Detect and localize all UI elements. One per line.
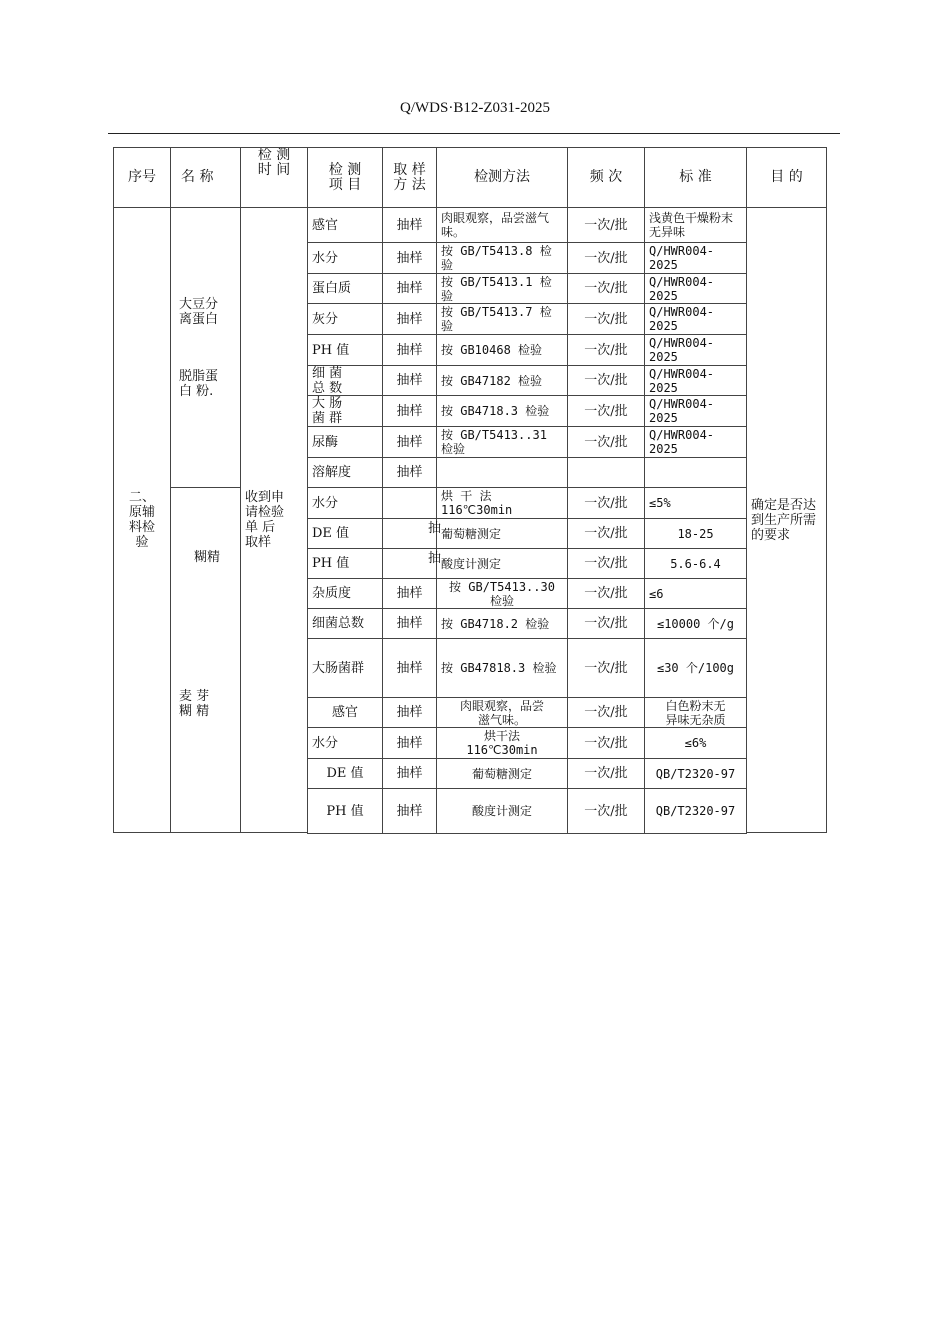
row-standard: 5.6-6.4 (644, 548, 747, 579)
row-method: 按 GB4718.2 检验 (436, 608, 568, 639)
row-method: 按 GB/T5413.8 检验 (436, 242, 568, 274)
header-seq: 序号 (113, 147, 171, 208)
row-standard: QB/T2320-97 (644, 758, 747, 789)
row-sample: 抽样 (382, 365, 437, 396)
row-method: 按 GB47182 检验 (436, 365, 568, 396)
row-sample: 抽样 (382, 788, 437, 834)
row-item: 蛋白质 (307, 273, 383, 304)
row-sample: 抽样 (382, 697, 437, 728)
row-frequency: 一次/批 (567, 788, 645, 834)
row-sample (382, 487, 437, 519)
row-frequency: 一次/批 (567, 578, 645, 609)
row-frequency: 一次/批 (567, 487, 645, 519)
header-freq: 频 次 (567, 147, 645, 208)
section-label: 二、 原辅 料检 验 (113, 207, 171, 833)
row-sample: 抽样 (382, 578, 437, 609)
row-standard: Q/HWR004- 2025 (644, 242, 747, 274)
row-method: 按 GB/T5413..31 检验 (436, 426, 568, 458)
row-standard: Q/HWR004- 2025 (644, 303, 747, 335)
row-standard: Q/HWR004- 2025 (644, 365, 747, 396)
row-frequency: 一次/批 (567, 697, 645, 728)
row-frequency: 一次/批 (567, 426, 645, 458)
row-method: 按 GB/T5413..30 检验 (436, 578, 568, 609)
row-item: PH 值 (307, 334, 383, 366)
row-standard: ≤6 (644, 578, 747, 609)
row-item: 溶解度 (307, 457, 383, 488)
stray-mark: 抽 (428, 551, 442, 566)
row-item: 水分 (307, 727, 383, 759)
row-item: 感官 (307, 697, 383, 728)
document-code: Q/WDS·B12-Z031-2025 (400, 100, 550, 116)
row-item: 杂质度 (307, 578, 383, 609)
header-std: 标 准 (644, 147, 747, 208)
row-sample: 抽样 (382, 638, 437, 698)
row-frequency: 一次/批 (567, 242, 645, 274)
row-item: 灰分 (307, 303, 383, 335)
row-method: 酸度计测定 (436, 788, 568, 834)
row-frequency: 一次/批 (567, 608, 645, 639)
row-frequency: 一次/批 (567, 727, 645, 759)
purpose: 确定是否达到生产所需的要求 (746, 207, 827, 833)
row-sample: 抽样 (382, 457, 437, 488)
header-purpose: 目 的 (746, 147, 827, 208)
name-maltodextrin: 麦 芽 糊 精 (179, 689, 210, 719)
row-standard: Q/HWR004- 2025 (644, 426, 747, 458)
row-item: PH 值 (307, 548, 383, 579)
name-soy-protein: 大豆分 离蛋白 (179, 297, 219, 327)
row-item: 感官 (307, 207, 383, 243)
row-standard: QB/T2320-97 (644, 788, 747, 834)
row-frequency: 一次/批 (567, 638, 645, 698)
row-method: 葡萄糖测定 (436, 518, 568, 549)
row-method: 按 GB/T5413.1 检验 (436, 273, 568, 304)
header-rule (108, 133, 840, 134)
row-sample: 抽样 (382, 303, 437, 335)
row-item: 水分 (307, 242, 383, 274)
row-method: 烘 干 法 116℃30min (436, 487, 568, 519)
row-method: 烘干法 116℃30min (436, 727, 568, 759)
name-group-soy (170, 207, 241, 488)
row-standard: ≤10000 个/g (644, 608, 747, 639)
row-sample: 抽样 (382, 426, 437, 458)
row-frequency (567, 457, 645, 488)
header-time: 检 测 时 间 (240, 147, 308, 208)
row-sample: 抽样 (382, 758, 437, 789)
row-item: 尿酶 (307, 426, 383, 458)
name-group-dextrin (170, 487, 241, 833)
row-sample: 抽样 (382, 207, 437, 243)
row-sample: 抽样 (382, 395, 437, 427)
row-standard: Q/HWR004- 2025 (644, 334, 747, 366)
row-standard: ≤5% (644, 487, 747, 519)
row-standard (644, 457, 747, 488)
row-standard: 18-25 (644, 518, 747, 549)
row-method: 按 GB/T5413.7 检验 (436, 303, 568, 335)
name-defatted-protein: 脱脂蛋 白 粉. (179, 369, 219, 399)
row-item: 大 肠 菌 群 (307, 395, 383, 427)
header-sample: 取 样 方 法 (382, 147, 437, 208)
row-standard: Q/HWR004- 2025 (644, 395, 747, 427)
name-dextrin: 糊精 (194, 550, 221, 565)
row-frequency: 一次/批 (567, 207, 645, 243)
row-standard: ≤6% (644, 727, 747, 759)
row-method: 按 GB10468 检验 (436, 334, 568, 366)
row-standard: 白色粉末无 异味无杂质 (644, 697, 747, 728)
row-method (436, 457, 568, 488)
row-frequency: 一次/批 (567, 273, 645, 304)
row-item: 水分 (307, 487, 383, 519)
row-standard: 浅黄色干燥粉末无异味 (644, 207, 747, 243)
row-item: DE 值 (307, 758, 383, 789)
row-method: 按 GB47818.3 检验 (436, 638, 568, 698)
row-sample: 抽样 (382, 273, 437, 304)
row-standard: ≤30 个/100g (644, 638, 747, 698)
row-method: 肉眼观察，品尝 滋气味。 (436, 697, 568, 728)
row-sample: 抽样 (382, 334, 437, 366)
row-item: PH 值 (307, 788, 383, 834)
row-standard: Q/HWR004- 2025 (644, 273, 747, 304)
header-method: 检测方法 (436, 147, 568, 208)
row-method: 葡萄糖测定 (436, 758, 568, 789)
row-frequency: 一次/批 (567, 365, 645, 396)
row-sample: 抽样 (382, 242, 437, 274)
row-sample: 抽样 (382, 608, 437, 639)
row-frequency: 一次/批 (567, 303, 645, 335)
row-frequency: 一次/批 (567, 395, 645, 427)
row-frequency: 一次/批 (567, 334, 645, 366)
row-sample: 抽样 (382, 727, 437, 759)
row-method: 肉眼观察，品尝滋气味。 (436, 207, 568, 243)
row-item: DE 值 (307, 518, 383, 549)
inspection-table (113, 147, 827, 833)
row-item: 大肠菌群 (307, 638, 383, 698)
row-frequency: 一次/批 (567, 518, 645, 549)
header-item: 检 测 项 目 (307, 147, 383, 208)
row-method: 酸度计测定 (436, 548, 568, 579)
row-item: 细菌总数 (307, 608, 383, 639)
row-frequency: 一次/批 (567, 758, 645, 789)
stray-mark: 抽 (428, 521, 442, 536)
header-name: 名 称 (170, 147, 241, 208)
row-frequency: 一次/批 (567, 548, 645, 579)
row-method: 按 GB4718.3 检验 (436, 395, 568, 427)
row-item: 细 菌 总 数 (307, 365, 383, 396)
sampling-time: 收到申 请检验 单 后 取样 (240, 207, 308, 833)
